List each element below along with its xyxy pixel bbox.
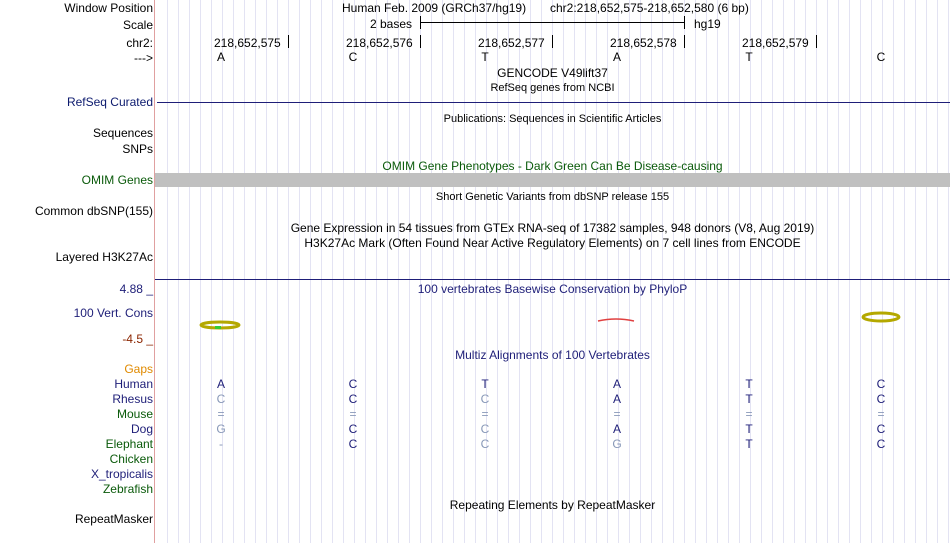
species-label-human[interactable]: Human bbox=[114, 377, 153, 391]
assembly-label: Human Feb. 2009 (GRCh37/hg19) bbox=[342, 1, 527, 15]
alignment-base: C bbox=[876, 437, 886, 451]
ruler-tick bbox=[420, 35, 421, 48]
dbsnp-track-label[interactable]: Common dbSNP(155) bbox=[34, 204, 153, 218]
db-label: hg19 bbox=[694, 17, 721, 31]
sequence-base: A bbox=[612, 50, 621, 64]
sequence-base: C bbox=[348, 50, 358, 64]
alignment-base: C bbox=[480, 437, 490, 451]
species-label-chicken[interactable]: Chicken bbox=[109, 452, 153, 466]
alignment-base: G bbox=[612, 437, 622, 451]
alignment-base: = bbox=[877, 407, 885, 421]
species-label-gaps[interactable]: Gaps bbox=[124, 362, 153, 376]
alignment-base: T bbox=[745, 377, 753, 391]
alignment-base: C bbox=[348, 437, 358, 451]
species-label-elephant[interactable]: Elephant bbox=[105, 437, 153, 451]
phylop-plot[interactable] bbox=[155, 305, 950, 335]
sequences-track-label[interactable]: Sequences bbox=[92, 126, 153, 140]
scale-bar-left-cap bbox=[420, 16, 421, 29]
species-label-dog[interactable]: Dog bbox=[130, 422, 153, 436]
omim-gene-bar[interactable] bbox=[155, 173, 950, 187]
alignment-base: A bbox=[612, 422, 621, 436]
scale-label: Scale bbox=[122, 18, 153, 32]
alignment-base: C bbox=[348, 392, 358, 406]
ruler-position-label: 218,652,577 bbox=[478, 36, 545, 50]
phylop-max-label: 4.88 _ bbox=[119, 282, 153, 296]
ruler-position-label: 218,652,579 bbox=[742, 36, 809, 50]
species-label-mouse[interactable]: Mouse bbox=[116, 407, 153, 421]
scale-bar bbox=[420, 22, 684, 23]
sequence-base: C bbox=[876, 50, 886, 64]
phylop-min-label: -4.5 _ bbox=[122, 332, 153, 346]
phylop-track-label[interactable]: 100 Vert. Cons bbox=[73, 306, 153, 320]
gtex-track-title[interactable]: Gene Expression in 54 tissues from GTEx RNA-seq of 17382 samples, 948 donors (V8, Aug 2019) bbox=[290, 221, 815, 235]
snps-track-label[interactable]: SNPs bbox=[122, 142, 153, 156]
alignment-base: T bbox=[745, 392, 753, 406]
phylop-track-title[interactable]: 100 vertebrates Basewise Conservation by PhyloP bbox=[417, 282, 688, 296]
alignment-base: T bbox=[745, 437, 753, 451]
repeat-track-label[interactable]: RepeatMasker bbox=[74, 512, 153, 526]
strand-label[interactable]: ---> bbox=[134, 51, 153, 65]
phylop-green-mark bbox=[215, 326, 221, 329]
alignment-base: G bbox=[216, 422, 226, 436]
alignment-base: T bbox=[481, 377, 489, 391]
ruler-tick bbox=[816, 35, 817, 48]
h3k27ac-track-title[interactable]: H3K27Ac Mark (Often Found Near Active Regulatory Elements) on 7 cell lines from ENCODE bbox=[304, 236, 801, 250]
alignment-base: C bbox=[876, 392, 886, 406]
phylop-glyph-c bbox=[863, 313, 899, 321]
alignment-base: C bbox=[348, 422, 358, 436]
phylop-red-mark bbox=[598, 319, 634, 321]
alignment-base: = bbox=[217, 407, 225, 421]
ruler-tick bbox=[552, 35, 553, 48]
position-label: chr2:218,652,575-218,652,580 (6 bp) bbox=[550, 1, 749, 15]
ruler-position-label: 218,652,578 bbox=[610, 36, 677, 50]
alignment-base: = bbox=[481, 407, 489, 421]
species-label-zebrafish[interactable]: Zebrafish bbox=[102, 482, 153, 496]
alignment-base: C bbox=[216, 392, 226, 406]
alignment-base: C bbox=[480, 422, 490, 436]
h3k27ac-track-label[interactable]: Layered H3K27Ac bbox=[55, 250, 153, 264]
omim-track-title[interactable]: OMIM Gene Phenotypes - Dark Green Can Be Disease-causing bbox=[382, 159, 723, 173]
alignment-base: C bbox=[876, 422, 886, 436]
refseq-gene-line[interactable] bbox=[157, 102, 950, 103]
h3k27ac-baseline bbox=[155, 279, 950, 280]
alignment-base: C bbox=[480, 392, 490, 406]
ruler-tick bbox=[684, 35, 685, 48]
ruler-position-label: 218,652,575 bbox=[214, 36, 281, 50]
alignment-base: - bbox=[219, 437, 223, 451]
alignment-base: C bbox=[876, 377, 886, 391]
dbsnp-track-title[interactable]: Short Genetic Variants from dbSNP release 155 bbox=[435, 191, 670, 203]
alignment-base: = bbox=[613, 407, 621, 421]
repeat-track-title[interactable]: Repeating Elements by RepeatMasker bbox=[449, 498, 656, 512]
scale-text: 2 bases bbox=[370, 17, 413, 31]
scale-bar-right-cap bbox=[684, 16, 685, 29]
refseq-track-title[interactable]: RefSeq genes from NCBI bbox=[490, 82, 615, 94]
species-label-x-tropicalis[interactable]: X_tropicalis bbox=[90, 467, 153, 481]
alignment-base: A bbox=[216, 377, 225, 391]
ruler-position-label: 218,652,576 bbox=[346, 36, 413, 50]
alignment-base: T bbox=[745, 422, 753, 436]
refseq-track-label[interactable]: RefSeq Curated bbox=[66, 95, 153, 109]
pubs-track-title[interactable]: Publications: Sequences in Scientific Articles bbox=[443, 113, 662, 125]
chrom-label[interactable]: chr2: bbox=[126, 36, 153, 50]
sequence-base: A bbox=[216, 50, 225, 64]
sequence-base: T bbox=[745, 50, 753, 64]
alignment-base: C bbox=[348, 377, 358, 391]
ruler-tick bbox=[288, 35, 289, 48]
alignment-base: A bbox=[612, 377, 621, 391]
alignment-base: = bbox=[349, 407, 357, 421]
window-position-label: Window Position bbox=[64, 1, 153, 15]
gencode-track-title[interactable]: GENCODE V49lift37 bbox=[497, 66, 608, 80]
omim-track-label[interactable]: OMIM Genes bbox=[81, 173, 153, 187]
alignment-base: = bbox=[745, 407, 753, 421]
species-label-rhesus[interactable]: Rhesus bbox=[112, 392, 153, 406]
alignment-base: A bbox=[612, 392, 621, 406]
sequence-base: T bbox=[481, 50, 489, 64]
multiz-track-title[interactable]: Multiz Alignments of 100 Vertebrates bbox=[455, 348, 650, 362]
